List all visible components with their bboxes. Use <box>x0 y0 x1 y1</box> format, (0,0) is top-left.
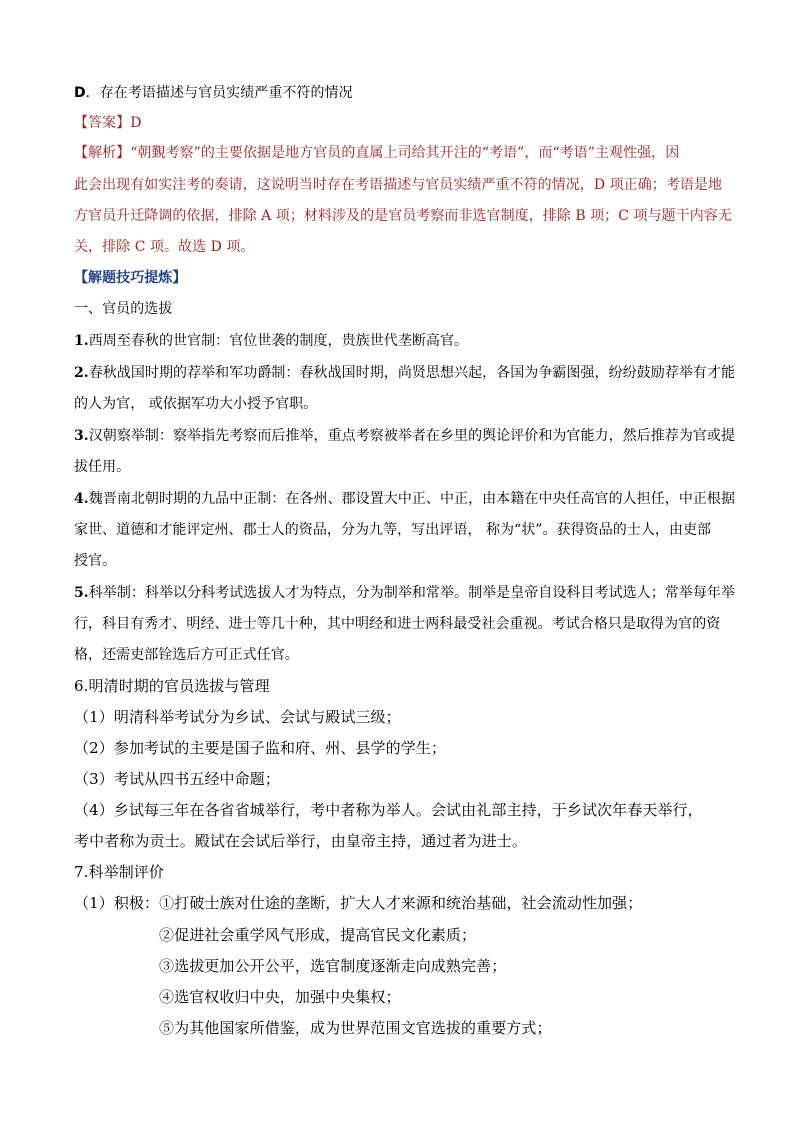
item-7-line-4: ④选官权收归中央，加强中央集权； <box>159 988 401 1006</box>
item-number: 4. <box>74 491 89 507</box>
item-6-title: 6.明清时期的官员选拔与管理 <box>74 677 270 695</box>
item-text: 在各州、郡设置大中正、中正，由本籍在中央任高官的人担任，中正根据 <box>285 491 736 507</box>
item-title: 春秋战国时期的荐举和军功爵制： <box>88 365 300 381</box>
option-d <box>74 86 353 100</box>
analysis-label: 【解析】 <box>74 145 131 161</box>
section-title: 一、官员的选拔 <box>74 301 173 317</box>
analysis-line-4: 关，排除 C 项。故选 D 项。 <box>74 239 255 255</box>
item-2-line-2: 的人为官， 或依据军功大小授予官职。 <box>74 396 318 412</box>
item-3-line-2: 拔任用。 <box>74 459 131 475</box>
item-7-title: 7.科举制评价 <box>74 863 165 881</box>
item-1 <box>74 334 468 348</box>
item-number: 2. <box>74 365 89 381</box>
item-7-line-1: （1）积极：①打破士族对仕途的垄断，扩大人才来源和统治基础，社会流动性加强； <box>74 894 643 912</box>
item-text: 春秋战国时期，尚贤思想兴起，各国为争霸图强，纷纷鼓励荐举有才能 <box>299 365 736 381</box>
item-6-line-5: 考中者称为贡士。殿试在会试后举行，由皇帝主持，通过者为进士。 <box>74 832 528 850</box>
item-6-line-4: （4）乡试每三年在各省省城举行，考中者称为举人。会试由礼部主持，于乡试次年春天举行， <box>74 801 703 819</box>
item-6-line-2: （2）参加考试的主要是国子监和府、州、县学的学生； <box>74 739 447 757</box>
item-number: 3. <box>74 428 89 444</box>
item-text: 察举指先考察而后推举，重点考察被举者在乡里的舆论评价和为官能力，然后推荐为官或提 <box>173 428 736 444</box>
item-title: 西周至春秋的世官制： <box>88 333 230 349</box>
item-7-line-2: ②促进社会重学风气形成，提高官民文化素质； <box>159 926 477 944</box>
item-number: 1. <box>74 333 89 349</box>
item-2 <box>74 366 735 380</box>
option-text: ．存在考语描述与官员实绩严重不符的情况 <box>85 85 353 101</box>
analysis-line-2: 此会出现有如实注考的奏请，这说明当时存在考语描述与官员实绩严重不符的情况，D 项正确；考语是地 <box>74 177 723 193</box>
item-6-line-3: （3）考试从四书五经中命题； <box>74 770 280 788</box>
tips-heading: 【解题技巧提炼】 <box>74 270 187 286</box>
item-7-line-5: ⑤为其他国家所借鉴，成为世界范围文官选拔的重要方式； <box>159 1019 552 1037</box>
analysis-line-3: 方官员升迁降调的依据，排除 A 项；材料涉及的是官员考察而非选官制度，排除 B 项；C 项与题干内容无 <box>74 208 732 224</box>
item-number: 5. <box>74 585 89 601</box>
item-title: 科举制： <box>88 585 145 601</box>
analysis-text: “朝覲考察”的主要依据是地方官员的直属上司给其开注的“考语”，而“考语”主观性强，因 <box>130 145 680 161</box>
item-5 <box>74 586 735 600</box>
option-letter: D <box>74 85 86 101</box>
answer-label: 【答案】 <box>74 115 131 131</box>
answer-line <box>74 116 141 130</box>
answer-value: D <box>130 115 142 131</box>
item-5-line-2: 行，科目有秀才、明经、进士等几十种，其中明经和进士两科最受社会重视。考试合格只是取得为官的资 <box>74 616 721 632</box>
item-4 <box>74 492 735 506</box>
analysis-line-1 <box>74 146 679 160</box>
item-title: 汉朝察举制： <box>88 428 174 444</box>
item-text: 官位世袭的制度，贵族世代垄断高官。 <box>229 333 469 349</box>
item-5-line-3: 格，还需吏部铨选后方可正式任官。 <box>74 647 299 663</box>
item-title: 魏晋南北朝时期的九品中正制： <box>88 491 286 507</box>
item-6-line-1: （1）明清科举考试分为乡试、会试与殿试三级； <box>74 708 401 726</box>
item-7-line-3: ③选拔更加公开公平，选官制度逐渐走向成熟完善； <box>159 957 507 975</box>
item-3 <box>74 429 735 443</box>
item-4-line-3: 授官。 <box>74 553 117 569</box>
item-text: 科举以分科考试选拔人才为特点，分为制举和常举。制举是皇帝自设科目考试选人；常举每年举 <box>144 585 736 601</box>
item-4-line-2: 家世、道德和才能评定州、郡士人的资品，分为九等，写出评语， 称为“状”。获得资品的士人，由吏部 <box>74 522 712 538</box>
